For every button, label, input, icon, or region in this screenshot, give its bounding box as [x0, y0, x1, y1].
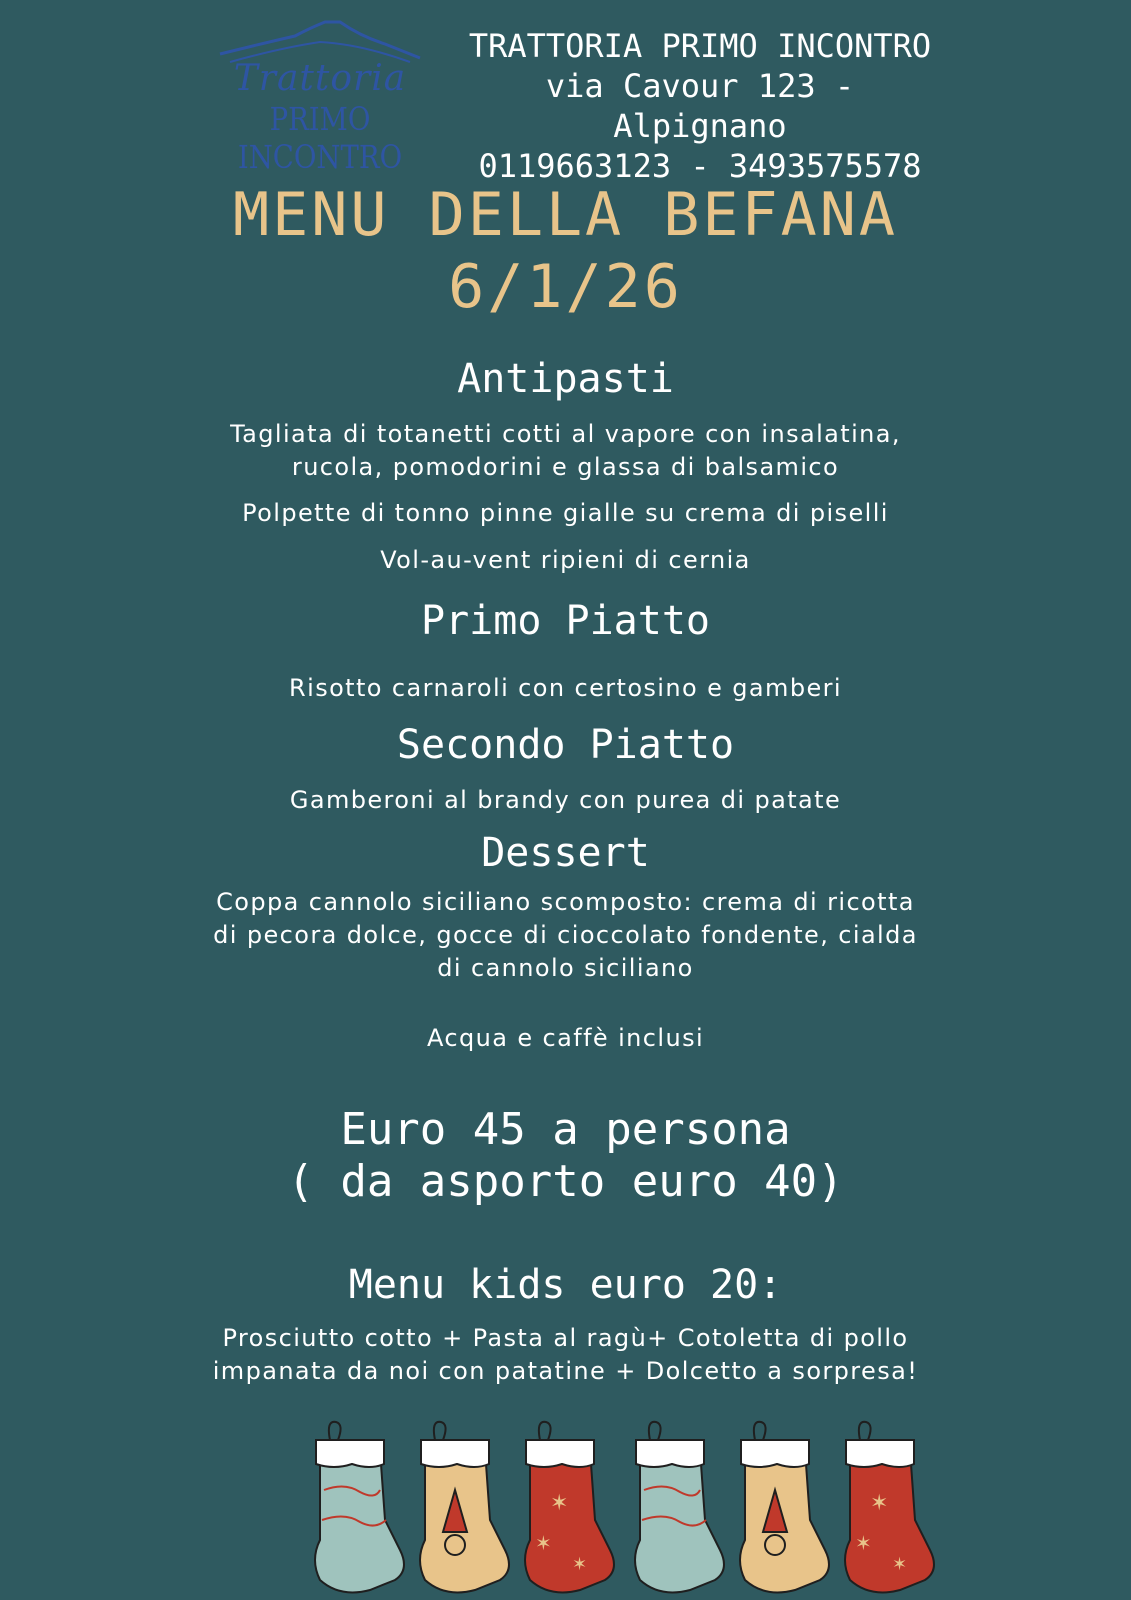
logo-text-primo-incontro: PRIMO INCONTRO — [237, 100, 403, 176]
dish-primo: Risotto carnaroli con certosino e gamberi — [289, 674, 842, 702]
section-title-secondo: Secondo Piatto — [396, 722, 735, 768]
dessert-line-1: Coppa cannolo siciliano scomposto: crema di ricotta — [216, 888, 915, 916]
dessert-line-2: di pecora dolce, gocce di cioccolato fondente, cialda — [213, 921, 918, 949]
kids-menu-line-2: impanata da noi con patatine + Dolcetto a sorpresa! — [212, 1357, 919, 1385]
menu-title: MENU DELLA BEFANA — [232, 180, 899, 250]
section-title-primo: Primo Piatto — [421, 598, 710, 644]
dish-antipasto-1-line-1: Tagliata di totanetti cotti al vapore con insalatina, — [230, 420, 901, 448]
kids-menu-title: Menu kids euro 20: — [348, 1262, 783, 1308]
kids-menu-line-1: Prosciutto cotto + Pasta al ragù+ Cotoletta di pollo — [222, 1324, 909, 1352]
dish-antipasto-3: Vol-au-vent ripieni di cernia — [380, 546, 751, 574]
section-title-dessert: Dessert — [481, 830, 650, 876]
stocking-yellow-1 — [420, 1422, 509, 1593]
restaurant-logo — [200, 14, 440, 176]
svg-text:✶: ✶ — [855, 1531, 872, 1555]
section-title-antipasti: Antipasti — [457, 356, 674, 402]
price-line-2: ( da asporto euro 40) — [287, 1156, 844, 1207]
stocking-red-2 — [845, 1422, 934, 1593]
included-note: Acqua e caffè inclusi — [426, 1024, 705, 1052]
restaurant-phones: 0119663123 - 3493575578 — [478, 147, 922, 185]
dish-secondo: Gamberoni al brandy con purea di patate — [289, 786, 842, 814]
logo-text-trattoria: Trattoria — [233, 58, 407, 99]
svg-text:✶: ✶ — [535, 1531, 552, 1555]
svg-text:✶: ✶ — [892, 1554, 908, 1575]
svg-text:✶: ✶ — [550, 1491, 569, 1516]
stocking-yellow-2 — [740, 1422, 829, 1593]
dessert-line-3: di cannolo siciliano — [437, 954, 694, 982]
stocking-green-1 — [315, 1422, 404, 1593]
stocking-green-2 — [635, 1422, 724, 1593]
dish-antipasto-2: Polpette di tonno pinne gialle su crema di piselli — [242, 499, 889, 527]
menu-date: 6/1/26 — [448, 252, 683, 322]
dish-antipasto-1-line-2: rucola, pomodorini e glassa di balsamico — [291, 453, 840, 481]
svg-text:✶: ✶ — [870, 1491, 889, 1516]
stocking-red-1 — [525, 1422, 614, 1593]
price-line-1: Euro 45 a persona — [340, 1104, 791, 1155]
stockings-decoration — [300, 1420, 940, 1600]
restaurant-name: TRATTORIA PRIMO INCONTRO — [468, 27, 932, 65]
contact-block — [450, 26, 950, 186]
svg-text:✶: ✶ — [572, 1554, 588, 1575]
restaurant-address: via Cavour 123 - Alpignano — [545, 67, 855, 145]
